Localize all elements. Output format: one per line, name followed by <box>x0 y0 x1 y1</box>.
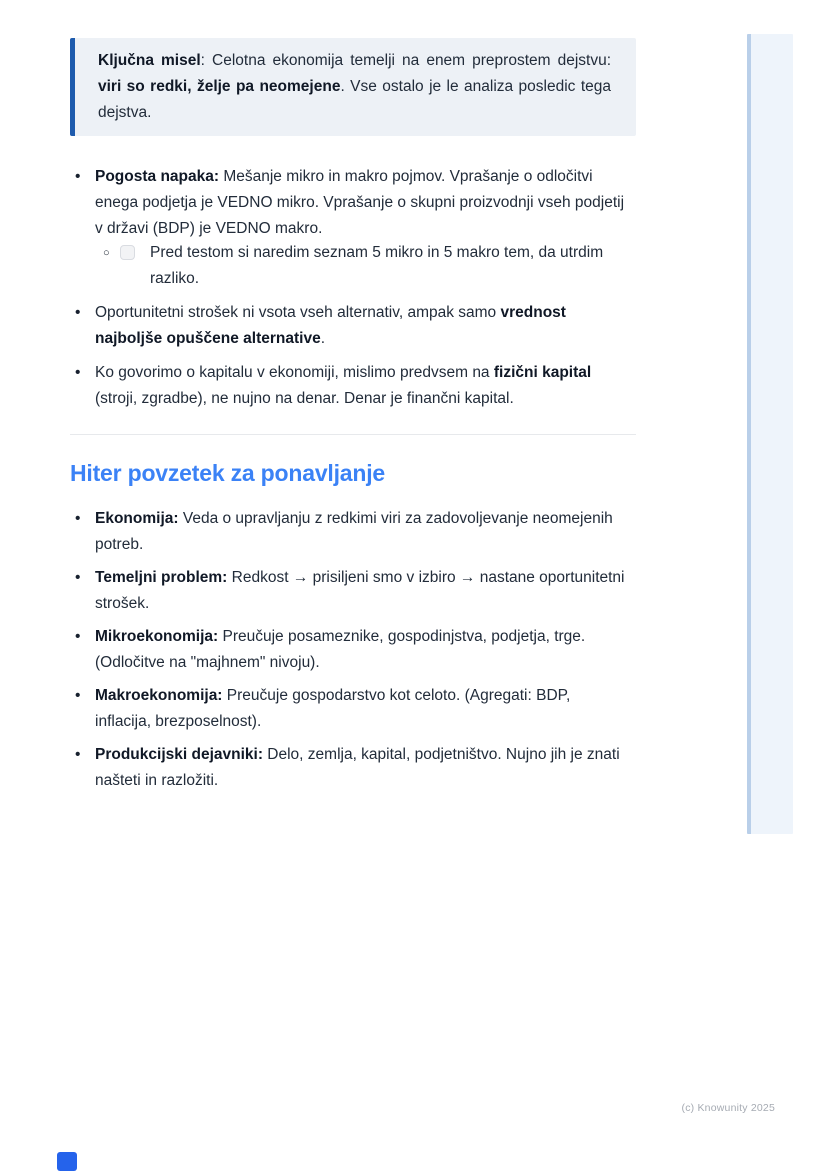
text: Pred testom si naredim seznam 5 mikro in 5 makro tem, da utrdim razliko. <box>150 244 604 287</box>
bold-text: Makroekonomija: <box>95 687 223 704</box>
bullet-icon: • <box>75 168 81 185</box>
sub-task-item <box>97 240 628 292</box>
bold-text: Temeljni problem: <box>95 569 228 586</box>
key-idea-callout <box>70 38 636 136</box>
bullet-icon: • <box>75 628 81 645</box>
circle-bullet-icon: ○ <box>103 247 110 259</box>
text: Preučuje posameznike, gospodinjstva, podjetja, trge. (Odločitve na "majhnem" nivoju). <box>95 628 586 671</box>
section-divider <box>70 434 636 435</box>
list-item <box>70 683 628 735</box>
bold-text: Ekonomija: <box>95 510 179 527</box>
side-panel <box>747 34 793 834</box>
list-item <box>70 506 628 558</box>
page-content <box>70 38 636 801</box>
bullet-icon: • <box>75 569 81 586</box>
list-item <box>70 164 628 242</box>
bullet-icon: • <box>75 304 81 321</box>
text: : Celotna ekonomija temelji na enem preprostem dejstvu: <box>200 52 611 69</box>
text: Delo, zemlja, kapital, podjetništvo. Nujno jih je znati našteti in razložiti. <box>95 746 620 789</box>
bullet-icon: • <box>75 510 81 527</box>
bullet-icon: • <box>75 687 81 704</box>
text: . Vse ostalo je le analiza posledic tega dejstva. <box>98 78 612 121</box>
bold-text: Mikroekonomija: <box>95 628 219 645</box>
bullet-icon: • <box>75 364 81 381</box>
list-item <box>70 300 628 352</box>
text: Mešanje mikro in makro pojmov. Vprašanje o odločitvi enega podjetja je VEDNO mikro. Vprašanje o skupni proizvodnji vseh podjetij v državi (BDP) je VEDNO makro. <box>95 168 625 237</box>
text: Veda o upravljanju z redkimi viri za zadovoljevanje neomejenih potreb. <box>95 510 613 553</box>
notes-list <box>70 164 636 412</box>
bold-text: vrednost najboljše opuščene alternative <box>95 304 566 347</box>
list-item <box>70 565 628 617</box>
knowunity-logo <box>57 1152 77 1171</box>
text: (stroji, zgradbe), ne nujno na denar. Denar je finančni kapital. <box>95 390 514 407</box>
section-heading: Hiter povzetek za ponavljanje <box>70 460 386 486</box>
bold-text: Produkcijski dejavniki: <box>95 746 263 763</box>
copyright-label: (c) Knowunity 2025 <box>681 1102 775 1114</box>
bold-text: viri so redki, želje pa neomejene <box>98 78 341 95</box>
bold-text: fizični kapital <box>493 364 592 381</box>
list-item <box>70 360 628 412</box>
text: Ko govorimo o kapitalu v ekonomiji, mislimo predvsem na <box>95 364 494 381</box>
bold-text: Ključna misel <box>98 52 201 69</box>
text: Preučuje gospodarstvo kot celoto. (Agregati: BDP, inflacija, brezposelnost). <box>95 687 571 730</box>
text: . <box>320 330 326 347</box>
list-item <box>70 742 628 794</box>
bold-text: Pogosta napaka: <box>95 168 220 185</box>
summary-list <box>70 506 636 794</box>
list-item <box>70 624 628 676</box>
bullet-icon: • <box>75 746 81 763</box>
text: Redkost → prisiljeni smo v izbiro → nastane oportunitetni strošek. <box>95 569 625 612</box>
text: Oportunitetni strošek ni vsota vseh alternativ, ampak samo <box>95 304 501 321</box>
todo-checkbox[interactable] <box>120 245 135 260</box>
